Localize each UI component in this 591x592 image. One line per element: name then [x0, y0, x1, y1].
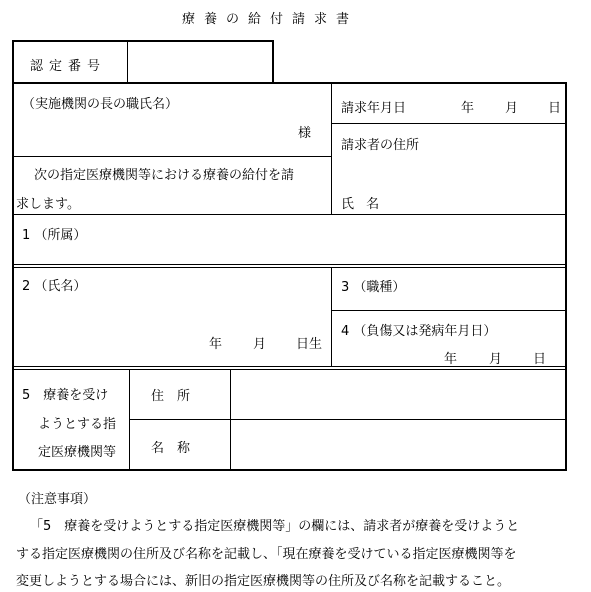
- border-line: [565, 82, 567, 470]
- cert-number-field[interactable]: [130, 44, 268, 78]
- date-day-label: 日: [548, 101, 562, 116]
- facility-address-field[interactable]: [232, 371, 562, 417]
- injury-day-label: 日: [533, 352, 547, 367]
- cert-number-label: 認定番号: [30, 59, 107, 74]
- facility-name-field[interactable]: [232, 421, 562, 467]
- facility-label-line2: ようとする指: [38, 417, 117, 432]
- border-line: [12, 369, 567, 370]
- date-month-label: 月: [505, 101, 519, 116]
- notes-text-line3: 変更しようとする場合には、新旧の指定医療機関等の住所及び名称を記載すること。: [16, 574, 511, 589]
- border-line: [127, 40, 128, 82]
- request-date-label: 請求年月日: [341, 101, 407, 116]
- injury-date-label: 4 （負傷又は発病年月日）: [341, 324, 497, 339]
- notes-heading: （注意事項）: [18, 492, 97, 507]
- border-line: [129, 419, 566, 420]
- border-line: [12, 469, 567, 471]
- border-line: [12, 82, 14, 470]
- injury-month-label: 月: [489, 352, 503, 367]
- border-line: [331, 82, 332, 215]
- request-text-continued: 求します。: [16, 197, 80, 212]
- job-type-label: 3 （職種）: [341, 280, 406, 295]
- claimant-name-label: 氏 名: [341, 197, 384, 212]
- border-line: [12, 82, 567, 84]
- claimant-address-label: 請求者の住所: [341, 138, 420, 153]
- institution-head-label: （実施機関の長の職氏名）: [22, 97, 179, 112]
- notes-text-line1: 「5 療養を受けようとする指定医療機関等」の欄には、請求者が療養を受けようと: [30, 519, 520, 534]
- border-line: [331, 267, 332, 367]
- date-year-label: 年: [461, 101, 475, 116]
- border-line: [12, 264, 567, 265]
- border-line: [12, 40, 14, 82]
- person-name-label: 2 （氏名）: [22, 279, 87, 294]
- birth-day-label: 日生: [296, 337, 323, 352]
- facility-label-line3: 定医療機関等: [38, 445, 117, 460]
- honorific-label: 様: [298, 126, 312, 141]
- form-title: 療養の給付請求書: [182, 12, 359, 27]
- border-line: [12, 267, 567, 268]
- request-text: 次の指定医療機関等における療養の給付を請: [34, 168, 295, 183]
- birth-year-label: 年: [209, 337, 223, 352]
- border-line: [12, 156, 332, 157]
- facility-label: 5 療養を受け: [22, 388, 109, 403]
- injury-year-label: 年: [444, 352, 458, 367]
- border-line: [12, 214, 567, 215]
- notes-text-line2: する指定医療機関の住所及び名称を記載し、「現在療養を受けている指定医療機関等を: [16, 547, 517, 562]
- border-line: [12, 40, 274, 42]
- border-line: [331, 310, 566, 311]
- border-line: [331, 123, 566, 124]
- affiliation-label: 1 （所属）: [22, 228, 87, 243]
- border-line: [272, 40, 274, 82]
- facility-name-label: 名 称: [151, 441, 191, 456]
- birth-month-label: 月: [253, 337, 267, 352]
- border-line: [12, 366, 567, 367]
- facility-address-label: 住 所: [151, 389, 191, 404]
